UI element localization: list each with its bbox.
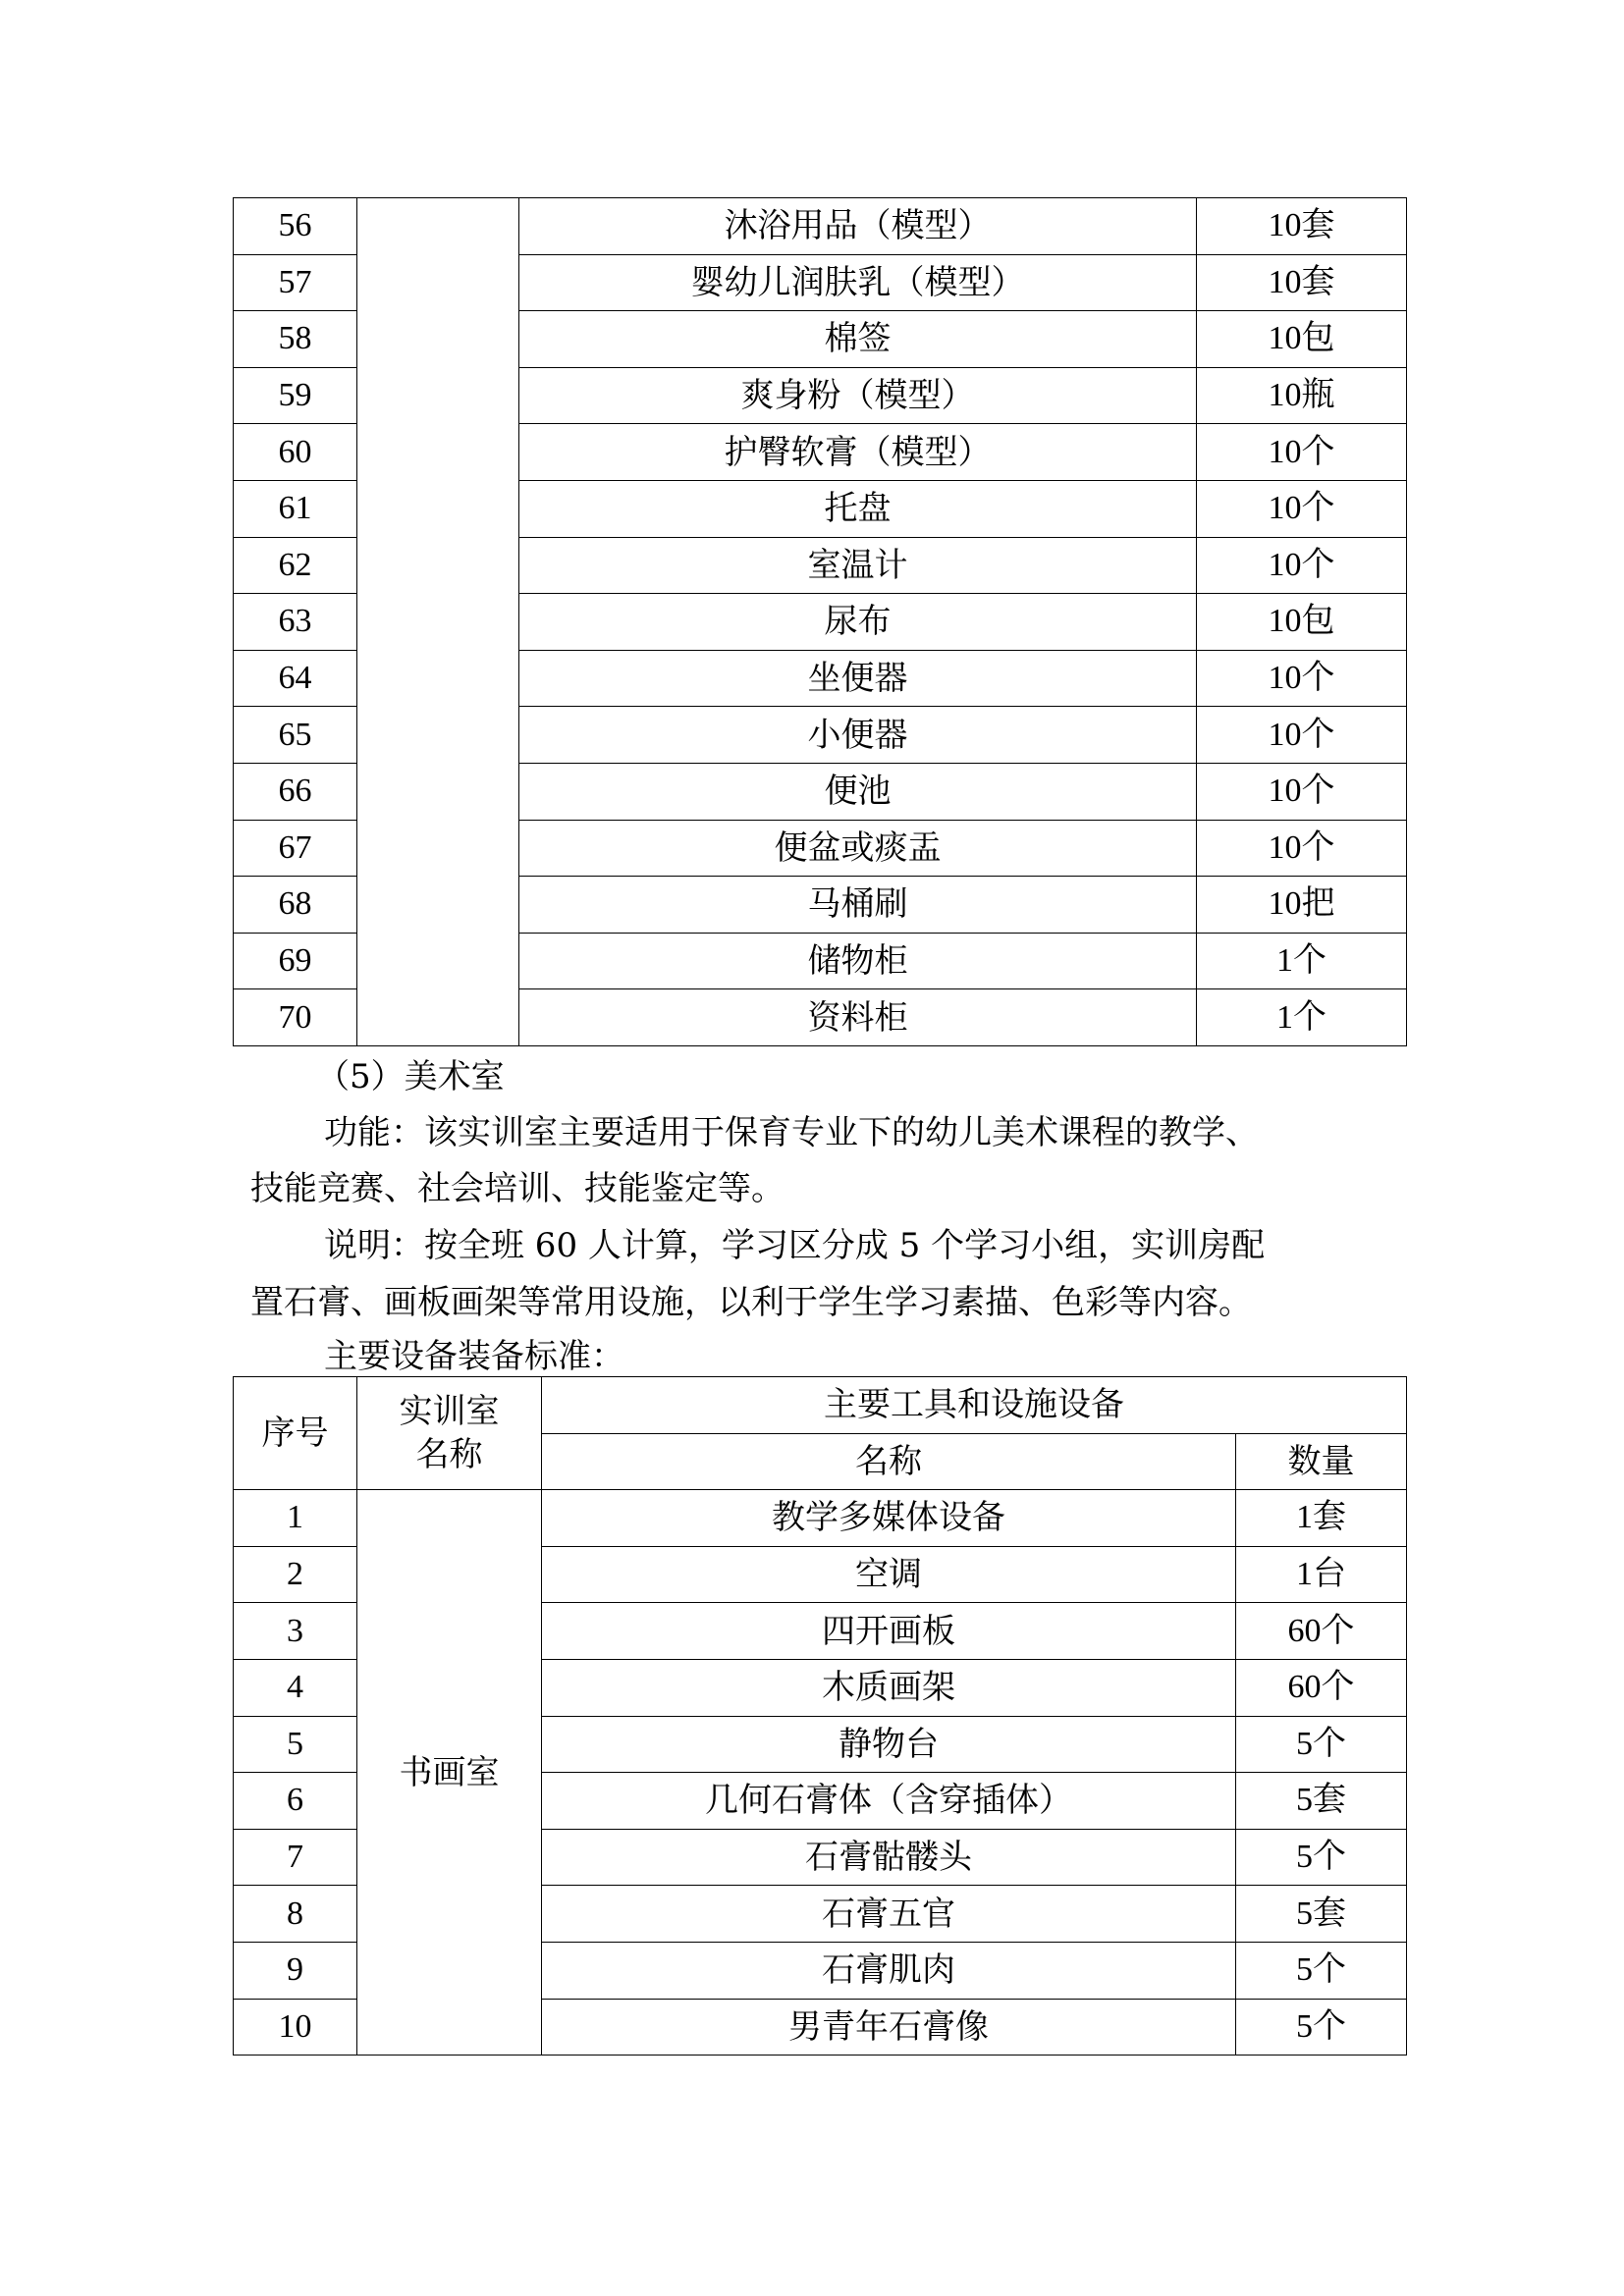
item-name: 马桶刷 — [519, 877, 1197, 934]
item-name: 几何石膏体（含穿插体） — [542, 1773, 1236, 1830]
row-number: 56 — [234, 198, 357, 255]
item-quantity: 10个 — [1197, 820, 1407, 877]
item-quantity: 10个 — [1197, 424, 1407, 481]
item-quantity: 10套 — [1197, 198, 1407, 255]
item-name: 沐浴用品（模型） — [519, 198, 1197, 255]
item-quantity: 10包 — [1197, 594, 1407, 651]
item-quantity: 60个 — [1236, 1603, 1407, 1660]
item-quantity: 5套 — [1236, 1886, 1407, 1943]
row-number: 65 — [234, 707, 357, 764]
row-number: 10 — [234, 1999, 357, 2056]
header-qty: 数量 — [1236, 1433, 1407, 1490]
header-room-line2: 名称 — [415, 1435, 483, 1475]
row-number: 4 — [234, 1659, 357, 1716]
item-name: 石膏肌肉 — [542, 1942, 1236, 1999]
equipment-table-continued — [233, 197, 1407, 1046]
row-number: 57 — [234, 254, 357, 311]
row-number: 8 — [234, 1886, 357, 1943]
row-number: 6 — [234, 1773, 357, 1830]
row-number: 1 — [234, 1490, 357, 1547]
item-name: 尿布 — [519, 594, 1197, 651]
header-no: 序号 — [234, 1377, 357, 1490]
row-number: 61 — [234, 480, 357, 537]
item-quantity: 10套 — [1197, 254, 1407, 311]
item-quantity: 5个 — [1236, 1942, 1407, 1999]
item-quantity: 10个 — [1197, 537, 1407, 594]
item-name: 便池 — [519, 763, 1197, 820]
item-quantity: 1台 — [1236, 1546, 1407, 1603]
description-paragraph-line1: 说明：按全班 60 人计算，学习区分成 5 个学习小组，实训房配 — [324, 1226, 1266, 1265]
item-quantity: 10包 — [1197, 311, 1407, 368]
item-name: 坐便器 — [519, 650, 1197, 707]
row-number: 66 — [234, 763, 357, 820]
row-number: 5 — [234, 1716, 357, 1773]
item-name: 石膏五官 — [542, 1886, 1236, 1943]
item-name: 资料柜 — [519, 989, 1197, 1046]
row-number: 68 — [234, 877, 357, 934]
item-name: 护臀软膏（模型） — [519, 424, 1197, 481]
item-name: 小便器 — [519, 707, 1197, 764]
item-quantity: 60个 — [1236, 1659, 1407, 1716]
item-name: 四开画板 — [542, 1603, 1236, 1660]
standard-label: 主要设备装备标准： — [324, 1337, 624, 1376]
item-quantity: 1套 — [1236, 1490, 1407, 1547]
description-paragraph-line2: 置石膏、画板画架等常用设施，以利于学生学习素描、色彩等内容。 — [250, 1283, 1252, 1322]
row-number: 3 — [234, 1603, 357, 1660]
item-quantity: 5个 — [1236, 1999, 1407, 2056]
header-group: 主要工具和设施设备 — [542, 1377, 1407, 1434]
row-number: 58 — [234, 311, 357, 368]
room-name-cell: 书画室 — [357, 1490, 542, 2056]
section-heading: （5）美术室 — [316, 1057, 505, 1096]
item-quantity: 10把 — [1197, 877, 1407, 934]
item-name: 储物柜 — [519, 933, 1197, 989]
header-name: 名称 — [542, 1433, 1236, 1490]
row-number: 59 — [234, 367, 357, 424]
item-quantity: 5个 — [1236, 1829, 1407, 1886]
table-row — [234, 1490, 1407, 1547]
item-name: 便盆或痰盂 — [519, 820, 1197, 877]
item-name: 教学多媒体设备 — [542, 1490, 1236, 1547]
item-name: 爽身粉（模型） — [519, 367, 1197, 424]
item-quantity: 10个 — [1197, 480, 1407, 537]
room-name-cell — [357, 198, 519, 1046]
item-quantity: 10个 — [1197, 707, 1407, 764]
row-number: 64 — [234, 650, 357, 707]
row-number: 62 — [234, 537, 357, 594]
item-name: 托盘 — [519, 480, 1197, 537]
row-number: 9 — [234, 1942, 357, 1999]
item-name: 棉签 — [519, 311, 1197, 368]
item-quantity: 5套 — [1236, 1773, 1407, 1830]
item-name: 静物台 — [542, 1716, 1236, 1773]
row-number: 60 — [234, 424, 357, 481]
item-name: 室温计 — [519, 537, 1197, 594]
item-quantity: 1个 — [1197, 989, 1407, 1046]
item-name: 男青年石膏像 — [542, 1999, 1236, 2056]
row-number: 63 — [234, 594, 357, 651]
header-room — [357, 1377, 542, 1490]
row-number: 70 — [234, 989, 357, 1046]
function-paragraph-line1: 功能：该实训室主要适用于保育专业下的幼儿美术课程的教学、 — [324, 1113, 1259, 1152]
function-paragraph-line2: 技能竞赛、社会培训、技能鉴定等。 — [250, 1169, 785, 1208]
item-name: 空调 — [542, 1546, 1236, 1603]
item-quantity: 5个 — [1236, 1716, 1407, 1773]
item-name: 婴幼儿润肤乳（模型） — [519, 254, 1197, 311]
item-name: 木质画架 — [542, 1659, 1236, 1716]
art-room-equipment-table — [233, 1376, 1407, 2056]
item-quantity: 10瓶 — [1197, 367, 1407, 424]
header-room-line1: 实训室 — [399, 1391, 500, 1431]
item-quantity: 1个 — [1197, 933, 1407, 989]
row-number: 7 — [234, 1829, 357, 1886]
item-name: 石膏骷髅头 — [542, 1829, 1236, 1886]
item-quantity: 10个 — [1197, 763, 1407, 820]
row-number: 2 — [234, 1546, 357, 1603]
table-row — [234, 198, 1407, 255]
item-quantity: 10个 — [1197, 650, 1407, 707]
row-number: 69 — [234, 933, 357, 989]
row-number: 67 — [234, 820, 357, 877]
